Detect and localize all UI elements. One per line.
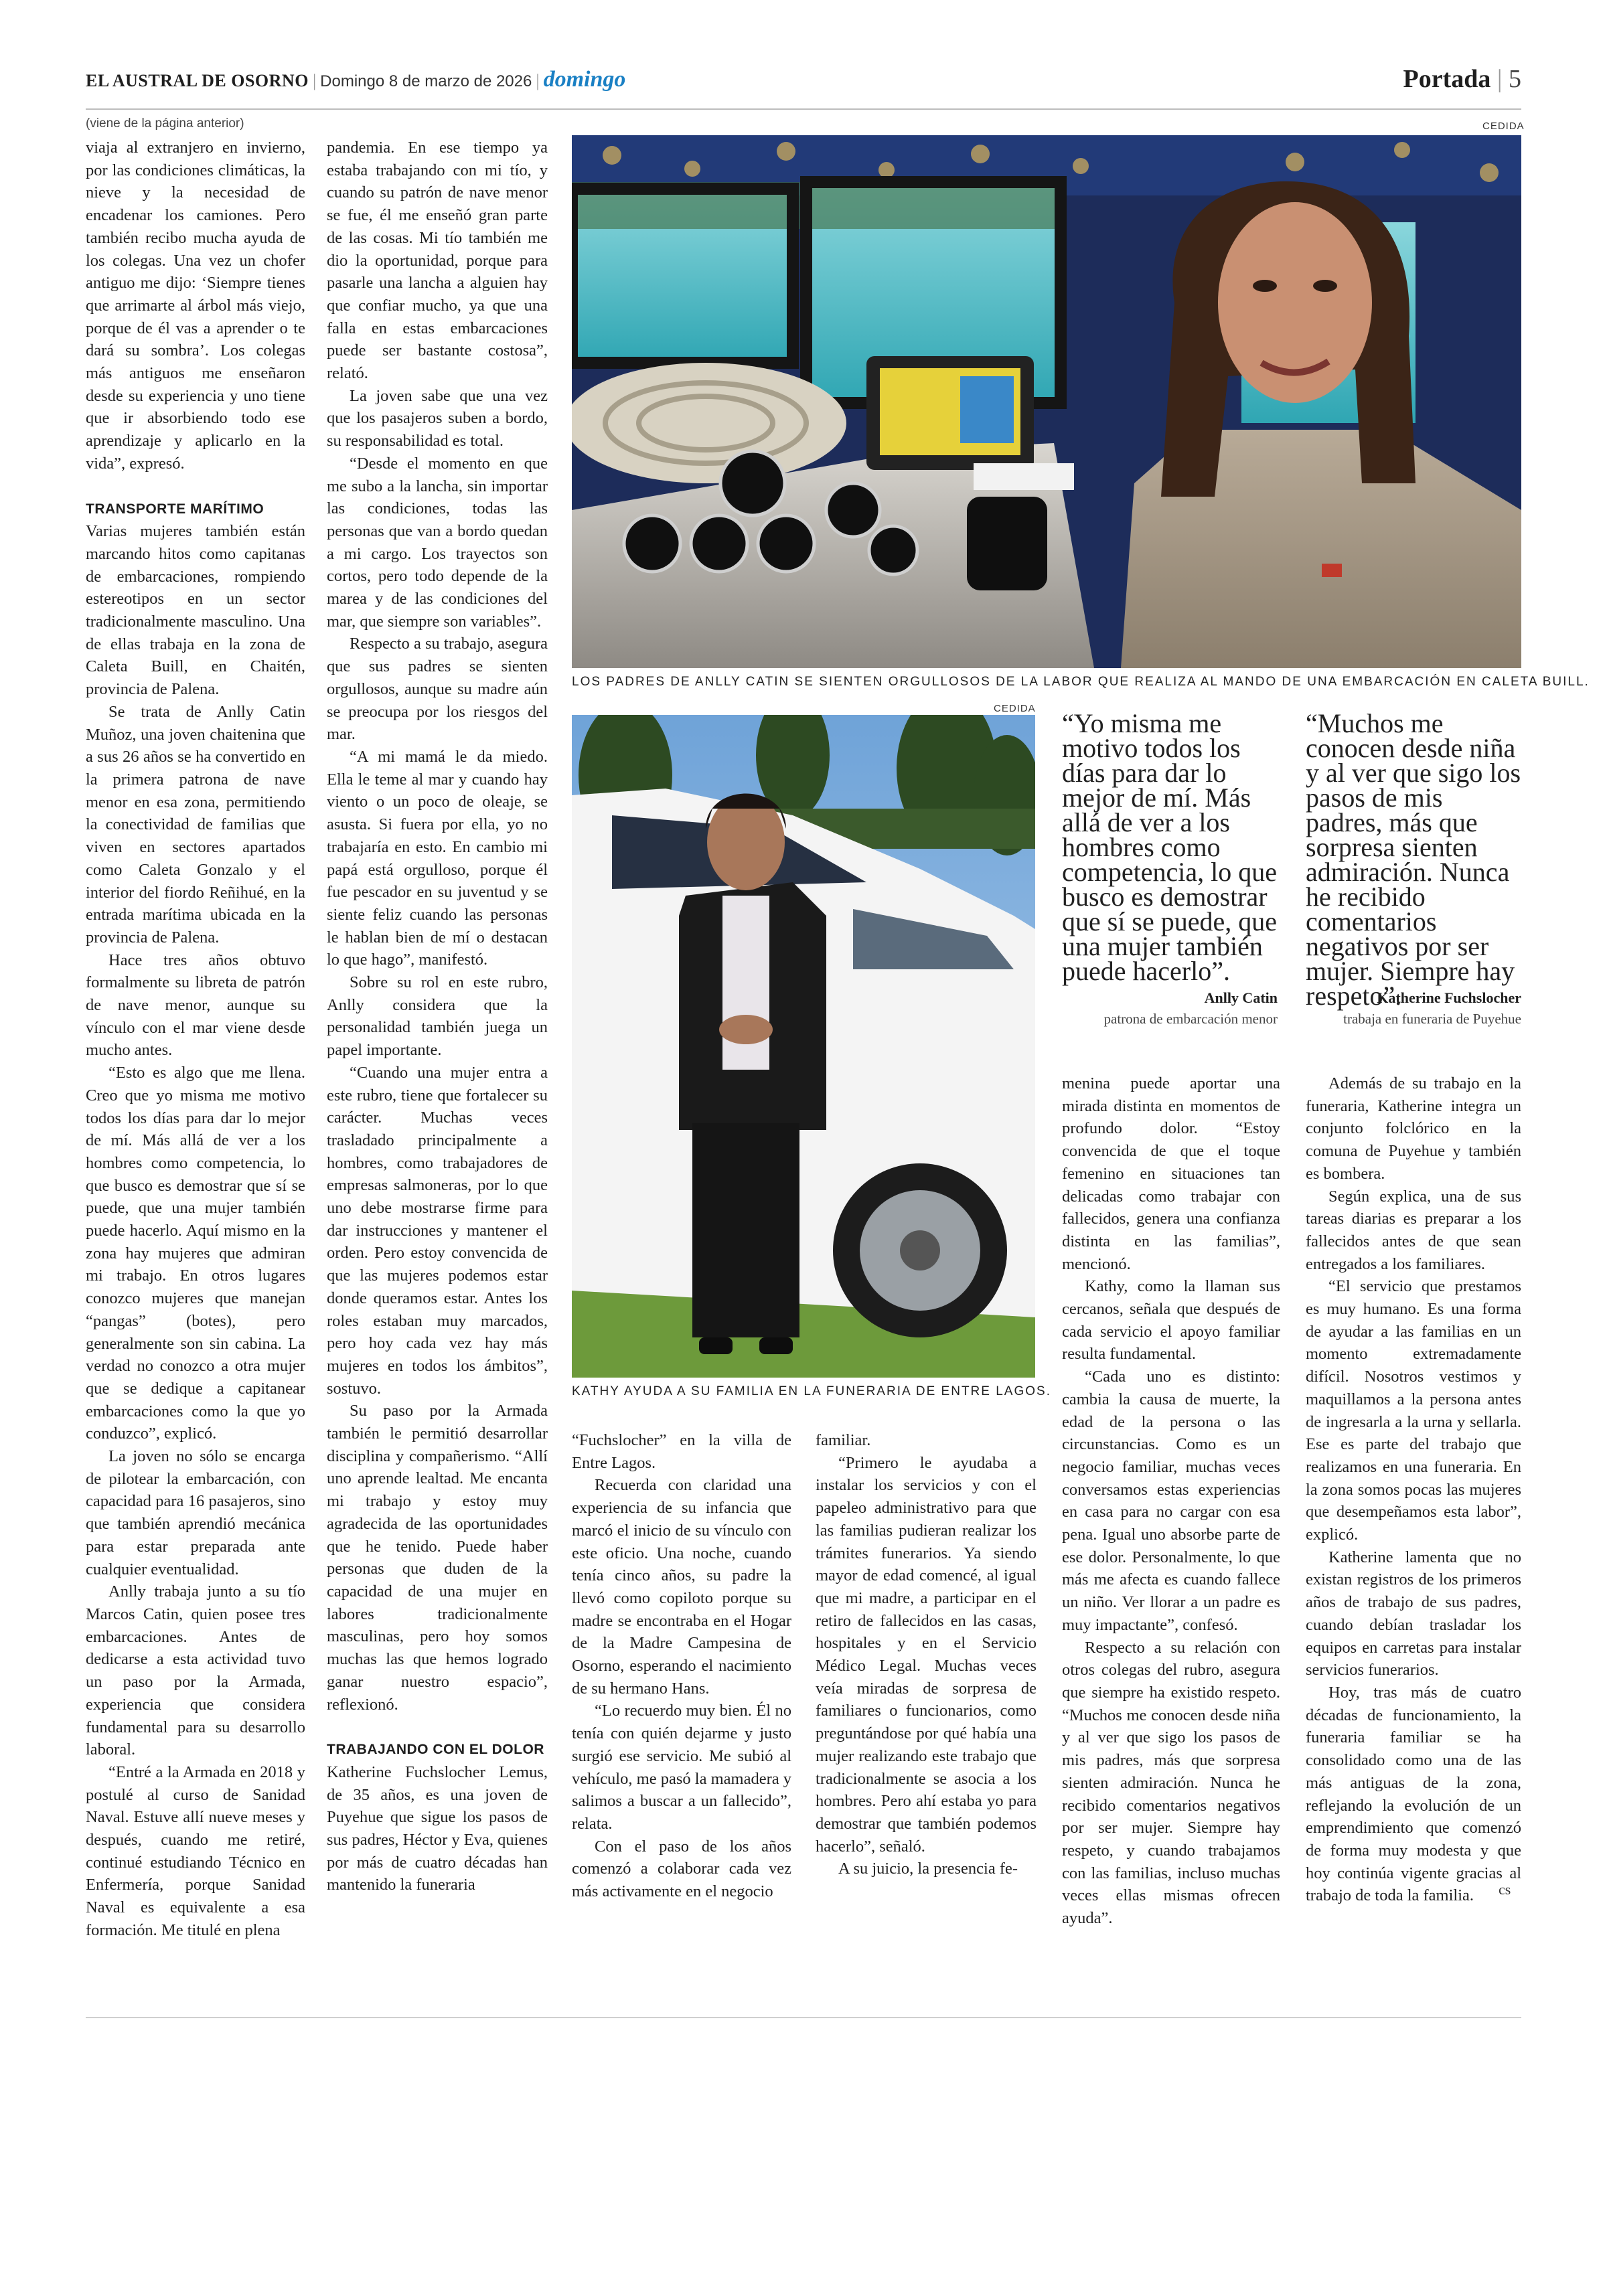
pull-quote-anlly: “Yo misma me motivo todos los días para dar lo mejor de mí. Más allá de ver a los hombres como competencia, lo que busco es demostrar que sí se puede, que una mujer también puede hacerlo”. <box>1062 708 1278 986</box>
article-column-2 <box>327 137 548 1896</box>
paragraph: “El servicio que prestamos es muy humano. Es una forma de ayudar a las familias en un momento extremadamente difícil. Nosotros vestimos y maquillamos a la persona antes de ingresarla a la urna y sellarla. Ese es parte del trabajo que realizamos en una funeraria. En la zona somos pocas las mujeres que desempeñamos esta labor”, explicó. <box>1306 1277 1521 1544</box>
photo-credit-car: CEDIDA <box>994 703 1036 714</box>
pull-quote-katherine-role: trabaja en funeraria de Puyehue <box>1343 1011 1521 1027</box>
paragraph: La joven sabe que una vez que los pasajeros suben a bordo, su responsabilidad es total. <box>327 386 548 450</box>
pull-quote-katherine-name: Katherine Fuchslocher <box>1377 989 1521 1006</box>
paragraph: Con el paso de los años comenzó a colaborar cada vez más activamente en el negocio <box>572 1837 791 1901</box>
paragraph: Respecto a su trabajo, asegura que sus padres se sienten orgullosos, aunque su madre aún se preocupa por los riesgos del mar. <box>327 635 548 744</box>
issue-date: Domingo 8 de marzo de 2026 <box>320 72 532 90</box>
paragraph: Según explica, una de sus tareas diarias es preparar a los fallecidos antes de que sean entregados a los familiares. <box>1306 1187 1521 1273</box>
paragraph: “Primero le ayudaba a instalar los servicios y con el papeleo administrativo para que las familias pudieran realizar los trámites funerarios. Ya siendo mayor de edad comencé, al igual que mi madre, a participar en el retiro de fallecidos en las casas, hospitales y en el Servicio Médico Legal. Muchas veces veía miradas de sorpresa de familiares o funcionarios, como preguntándose por qué había una mujer realizando este trabajo que tradicionalmente se asocia a los hombres. Pero ahí estaba yo para demostrar que también podemos hacerlo”, señaló. <box>816 1453 1037 1856</box>
paragraph: “Entré a la Armada en 2018 y postulé al curso de Sanidad Naval. Estuve allí nueve meses y después, cuando me retiré, continué estudiando Técnico en Enfermería, porque Sanidad Naval es equivalente a esa formación. Me titulé en plena <box>86 1762 305 1939</box>
paragraph: Varias mujeres también están marcando hitos como capitanas de embarcaciones, rompiendo estereotipos en un sector tradicionalmente masculino. Una de ellas trabaja en la zona de Caleta Buill, en Chaitén, provincia de Palena. <box>86 522 305 699</box>
photo-credit-boat: CEDIDA <box>1482 120 1525 132</box>
paragraph: “Fuchslocher” en la villa de Entre Lagos. <box>572 1431 791 1472</box>
paragraph: “Cuando una mujer entra a este rubro, tiene que fortalecer su carácter. Muchas veces trasladado principalmente a hombres, como trabajadores de empresas salmoneras, por lo que uno debe mostrarse firme para dar instrucciones y mantener el orden. Pero estoy convencida de que las mujeres podemos estar donde queramos estar. Antes los roles estaban muy marcados, pero hoy cada vez hay más mujeres en todos los ámbitos”, sostuvo. <box>327 1063 548 1398</box>
funeral-car-photo <box>572 715 1035 1378</box>
paragraph: “Desde el momento en que me subo a la lancha, sin importar las condiciones, todas las personas que van a bordo quedan a mi cargo. Los trayectos son cortos, pero todo depende de la marea y de las condiciones del mar, que siempre son variables”. <box>327 454 548 631</box>
paragraph: menina puede aportar una mirada distinta en momentos de profundo dolor. “Estoy convencida de que el toque femenino en situaciones tan delicadas como trabajar con fallecidos, genera una confianza distinta en las familias”, mencionó. <box>1062 1074 1280 1273</box>
paragraph: “Esto es algo que me llena. Creo que yo misma me motivo todos los días para dar lo mejor de mí. Más allá de ver a los hombres como competencia, lo que busco es demostrar que sí se puede, que una mujer también puede hacerlo. Aquí mismo en la zona hay mujeres que admiran mi trabajo. En otros lugares conozco mujeres que manejan “pangas” (botes), pero generalmente son sin cabina. La verdad no conozco a otra mujer que se dedique a capitanear embarcaciones como la que yo conduzco”, explicó. <box>86 1064 305 1443</box>
header-rule <box>86 108 1521 110</box>
pull-quote-anlly-role: patrona de embarcación menor <box>1103 1011 1278 1027</box>
article-column-6 <box>1306 1072 1521 1907</box>
paragraph: viaja al extranjero en invierno, por las condiciones climáticas, la nieve y la necesidad de encadenar los camiones. Pero también recibo mucha ayuda de los colegas. Una vez un chofer antiguo me dijo: ‘Siempre tienes que arrimarte al árbol más viejo, porque de él vas a aprender o te dará su sombra’. Los colegas más antiguos me enseñaron desde su experiencia y uno tiene que ir absorbiendo todo ese aprendizaje y aplicarlo en la vida”, expresó. <box>86 139 305 473</box>
publication-name: EL AUSTRAL DE OSORNO <box>86 71 309 90</box>
article-column-1 <box>86 137 305 1942</box>
footer-rule <box>86 2017 1521 2018</box>
section-name: domingo <box>543 67 626 92</box>
paragraph: Katherine lamenta que no existan registros de los primeros años de trabajo de sus padres, cuando debían trasladar los equipos en carretas para instalar servicios funerarios. <box>1306 1548 1521 1679</box>
funeral-car-photo-image <box>572 715 1035 1378</box>
paragraph: pandemia. En ese tiempo ya estaba trabajando con mi tío, y cuando su patrón de nave menor se fue, él me enseñó gran parte de las cosas. Mi tío también me dio la oportunidad, porque para pasarle una lancha a alguien hay que confiar mucho, ya que una falla en estas embarcaciones puede ser bastante costosa”, relató. <box>327 139 548 383</box>
masthead: EL AUSTRAL DE OSORNO | Domingo 8 de marzo de 2026 | domingo <box>86 67 626 92</box>
paragraph: Hace tres años obtuvo formalmente su libreta de patrón de nave menor, aunque su vínculo con el mar viene desde mucho antes. <box>86 951 305 1060</box>
continued-note: (viene de la página anterior) <box>86 116 244 131</box>
boat-photo-image <box>572 135 1521 668</box>
paragraph: Katherine Fuchslocher Lemus, de 35 años, es una joven de Puyehue que sigue los pasos de sus padres, Héctor y Eva, quienes por más de cuatro décadas han mantenido la funeraria <box>327 1762 548 1894</box>
paragraph: Kathy, como la llaman sus cercanos, señala que después de cada servicio el apoyo familiar resulta fundamental. <box>1062 1277 1280 1364</box>
page-label: Portada <box>1403 65 1491 93</box>
paragraph: Respecto a su relación con otros colegas del rubro, asegura que siempre ha existido respeto. “Muchos me conocen desde niña y al ver que sigo los pasos de mis padres, más que sorpresa sienten admiración. Nunca he recibido comentarios negativos por ser mujer. Siempre hay respeto, y cuando trabajamos con las familias, incluso muchas veces ellas mismas ofrecen ayuda”. <box>1062 1638 1280 1928</box>
article-column-5 <box>1062 1072 1280 1930</box>
subhead-maritime: TRANSPORTE MARÍTIMO <box>86 501 264 517</box>
paragraph: “Cada uno es distinto: cambia la causa de muerte, la edad de la persona o las circunstancias. Como es un negocio familiar, muchas veces conversamos estas experiencias en casa para no cargar con esa pena. Igual uno absorbe parte de ese dolor. Personalmente, lo que más me afecta es cuando fallece un niño. Ver llorar a un padre es muy impactante”, confesó. <box>1062 1368 1280 1634</box>
paragraph: Anlly trabaja junto a su tío Marcos Catin, quien posee tres embarcaciones. Antes de dedicarse a esta actividad tuvo un paso por la Armada, experiencia que considera fundamental para su desarrollo laboral. <box>86 1582 305 1759</box>
article-column-4 <box>816 1429 1037 1880</box>
boat-photo-caption: LOS PADRES DE ANLLY CATIN SE SIENTEN ORGULLOSOS DE LA LABOR QUE REALIZA AL MANDO DE UNA EMBARCACIÓN EN CALETA BUILL. <box>572 675 1590 689</box>
subhead-funeral: TRABAJANDO CON EL DOLOR <box>327 1742 544 1758</box>
paragraph: Además de su trabajo en la funeraria, Katherine integra un conjunto folclórico en la comuna de Puyehue y también es bombera. <box>1306 1074 1521 1183</box>
end-of-article-mark: cs <box>1499 1881 1511 1898</box>
paragraph: Sobre su rol en este rubro, Anlly considera que la personalidad también juega un papel importante. <box>327 973 548 1060</box>
pull-quote-anlly-name: Anlly Catin <box>1204 989 1278 1006</box>
page-number: 5 <box>1509 65 1521 93</box>
paragraph: Se trata de Anlly Catin Muñoz, una joven chaitenina que a sus 26 años se ha convertido en la primera patrona de nave menor en esa zona, permitiendo la conectividad de familias que viven en sectores apartados como Caleta Gonzalo y el interior del fiordo Reñihué, en la entrada marítima ubicada en la provincia de Palena. <box>86 702 305 947</box>
page-indicator: Portada | 5 <box>1403 65 1521 93</box>
paragraph: “Lo recuerdo muy bien. Él no tenía con quién dejarme y justo surgió ese servicio. Me subió al vehículo, me pasó la mamadera y salimos a buscar a un fallecido”, relata. <box>572 1702 791 1833</box>
pull-quote-katherine: “Muchos me conocen desde niña y al ver que sigo los pasos de mis padres, más que sorpresa sienten admiración. Nunca he recibido comentarios negativos por ser mujer. Siempre hay respeto”. <box>1306 708 1521 1011</box>
paragraph: La joven no sólo se encarga de pilotear la embarcación, con capacidad para 16 pasajeros, sino que también aprendió mecánica para estar preparada ante cualquier eventualidad. <box>86 1447 305 1578</box>
page-header <box>86 64 1521 104</box>
paragraph: Su paso por la Armada también le permitió desarrollar disciplina y compañerismo. “Allí uno aprende lealtad. Me encanta mi trabajo y estoy muy agradecida de las oportunidades que he tenido. Puede haber personas que duden de la capacidad de una mujer en labores tradicionalmente masculinas, pero hoy somos muchas las que hemos logrado ganar nuestro espacio”, reflexionó. <box>327 1402 548 1714</box>
paragraph: familiar. <box>816 1431 871 1449</box>
car-photo-caption: KATHY AYUDA A SU FAMILIA EN LA FUNERARIA DE ENTRE LAGOS. <box>572 1384 1051 1398</box>
paragraph: Recuerda con claridad una experiencia de su infancia que marcó el inicio de su vínculo con este oficio. Una noche, cuando tenía cinco años, su padre la llevó como copiloto porque su madre se encontraba en el Hogar de la Madre Campesina de Osorno, esperando el nacimiento de su hermano Hans. <box>572 1476 791 1698</box>
paragraph: Hoy, tras más de cuatro décadas de funcionamiento, la funeraria familiar se ha consolidado como una de las más antiguas de la zona, reflejando la evolución de un emprendimiento que comenzó de forma muy modesta y que hoy continúa vigente gracias al trabajo de toda la familia. <box>1306 1683 1521 1905</box>
paragraph: A su juicio, la presencia fe- <box>838 1860 1018 1878</box>
boat-photo <box>572 135 1521 668</box>
article-column-3 <box>572 1429 791 1903</box>
paragraph: “A mi mamá le da miedo. Ella le teme al mar y cuando hay viento o un poco de oleaje, se asusta. Si fuera por ella, yo no trabajaría en esto. En cambio mi papá está orgulloso, porque él fue pescador en su juventud y se siente feliz cuando las personas le hablan bien de mí o destacan lo que hago”, manifestó. <box>327 747 548 969</box>
